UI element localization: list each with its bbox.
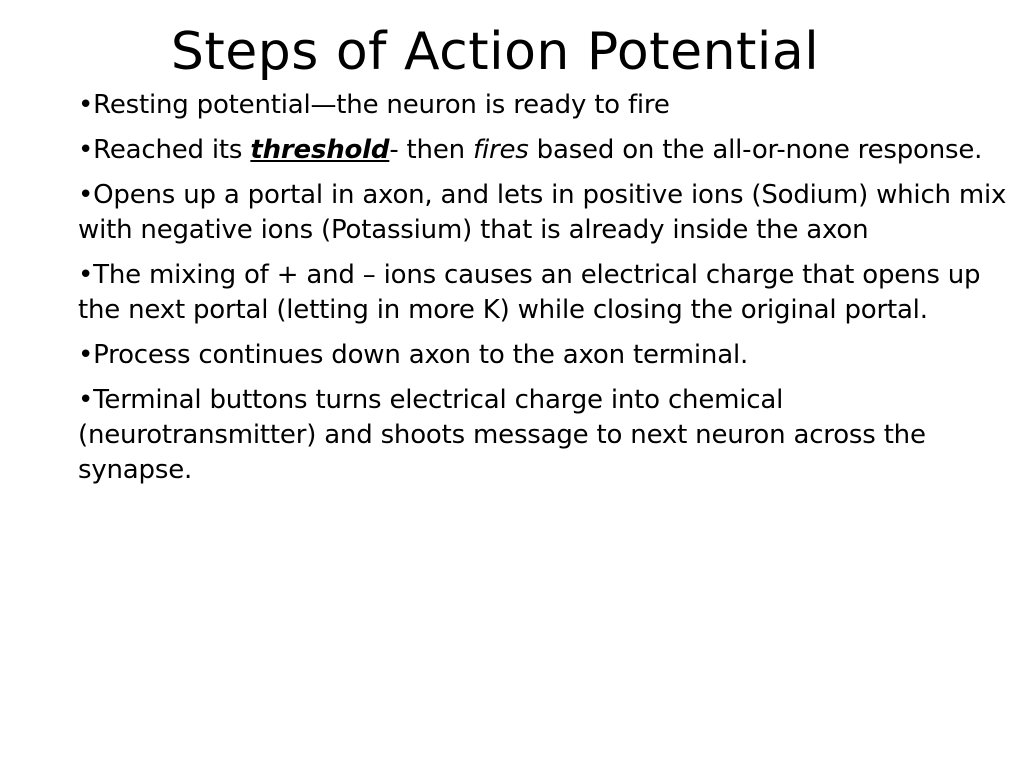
bullet-dot: • bbox=[78, 385, 94, 415]
bullet-text: Resting potential—the neuron is ready to fire bbox=[93, 90, 670, 120]
bullet-text: Opens up a portal in axon, and lets in positive ions (Sodium) which mix with negative ions (Potassium) that is already inside the axon bbox=[78, 180, 1007, 245]
bullet-text-after: based on the all-or-none response. bbox=[528, 135, 983, 165]
bullet-mixing-ions bbox=[78, 258, 1018, 328]
slide-title: Steps of Action Potential bbox=[170, 22, 820, 82]
bullet-process-continues bbox=[78, 338, 1018, 373]
bullet-dot: • bbox=[78, 340, 94, 370]
bullet-threshold bbox=[78, 133, 1018, 168]
bullet-text-middle: - then bbox=[389, 135, 473, 165]
bullet-dot: • bbox=[78, 260, 94, 290]
bullet-list bbox=[78, 88, 1018, 498]
keyword-threshold: threshold bbox=[250, 135, 390, 165]
bullet-dot: • bbox=[78, 135, 94, 165]
bullet-opens-portal bbox=[78, 178, 1018, 248]
bullet-dot: • bbox=[78, 180, 94, 210]
bullet-text: Process continues down axon to the axon terminal. bbox=[93, 340, 749, 370]
bullet-text: The mixing of + and – ions causes an electrical charge that opens up the next portal (letting in more K) while closing the original portal. bbox=[78, 260, 981, 325]
bullet-text-before: Reached its bbox=[93, 135, 251, 165]
bullet-dot: • bbox=[78, 90, 94, 120]
keyword-fires: fires bbox=[472, 135, 529, 165]
bullet-text: Terminal buttons turns electrical charge into chemical (neurotransmitter) and shoots message to next neuron across the synapse. bbox=[78, 385, 926, 485]
bullet-resting-potential bbox=[78, 88, 1018, 123]
bullet-terminal-buttons bbox=[78, 383, 1018, 488]
